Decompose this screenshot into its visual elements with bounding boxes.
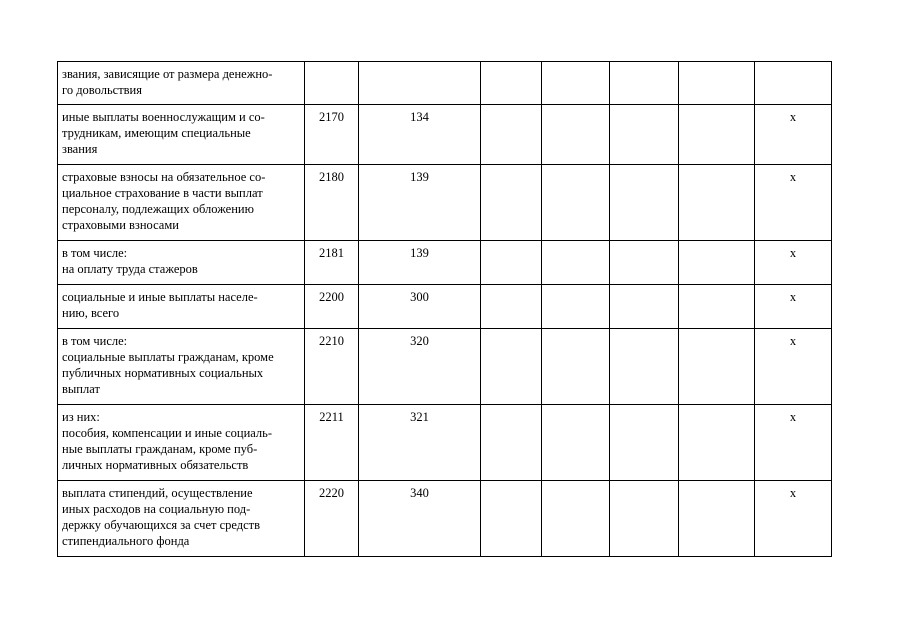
empty-cell (481, 62, 542, 105)
empty-cell (542, 329, 610, 405)
empty-cell (679, 105, 755, 165)
row-kosgu: 139 (359, 165, 481, 241)
empty-cell (481, 329, 542, 405)
row-label: звания, зависящие от размера денежно- го довольствия (58, 62, 305, 105)
empty-cell (610, 481, 679, 557)
row-mark (755, 62, 832, 105)
row-label: выплата стипендий, осуществление иных расходов на социальную под- держку обучающихся за счет средств стипендиального фонда (58, 481, 305, 557)
empty-cell (679, 285, 755, 329)
empty-cell (610, 241, 679, 285)
empty-cell (610, 285, 679, 329)
table-row (58, 105, 832, 165)
empty-cell (542, 405, 610, 481)
row-mark: x (755, 329, 832, 405)
empty-cell (679, 329, 755, 405)
empty-cell (610, 329, 679, 405)
row-label: страховые взносы на обязательное со- циальное страхование в части выплат персоналу, подлежащих обложению страховыми взносами (58, 165, 305, 241)
table-body (58, 62, 832, 557)
empty-cell (542, 165, 610, 241)
empty-cell (610, 62, 679, 105)
empty-cell (610, 165, 679, 241)
empty-cell (481, 285, 542, 329)
row-label: в том числе: на оплату труда стажеров (58, 241, 305, 285)
row-mark: x (755, 405, 832, 481)
row-kosgu: 340 (359, 481, 481, 557)
empty-cell (542, 241, 610, 285)
table-row (58, 62, 832, 105)
empty-cell (481, 105, 542, 165)
row-label: социальные и иные выплаты населе- нию, всего (58, 285, 305, 329)
row-code: 2181 (305, 241, 359, 285)
table-row (58, 285, 832, 329)
empty-cell (610, 105, 679, 165)
row-code: 2170 (305, 105, 359, 165)
empty-cell (542, 285, 610, 329)
empty-cell (481, 165, 542, 241)
empty-cell (542, 481, 610, 557)
budget-table (57, 61, 832, 557)
row-mark: x (755, 481, 832, 557)
row-code: 2211 (305, 405, 359, 481)
row-kosgu: 300 (359, 285, 481, 329)
table-row (58, 165, 832, 241)
row-mark: x (755, 285, 832, 329)
empty-cell (679, 165, 755, 241)
row-label: в том числе: социальные выплаты гражданам, кроме публичных нормативных социальных выплат (58, 329, 305, 405)
empty-cell (679, 62, 755, 105)
row-code: 2210 (305, 329, 359, 405)
row-code: 2180 (305, 165, 359, 241)
row-mark: x (755, 105, 832, 165)
row-label: из них: пособия, компенсации и иные социаль- ные выплаты гражданам, кроме пуб- личных нормативных обязательств (58, 405, 305, 481)
empty-cell (610, 405, 679, 481)
table-row (58, 241, 832, 285)
row-kosgu: 321 (359, 405, 481, 481)
row-mark: x (755, 241, 832, 285)
empty-cell (481, 481, 542, 557)
empty-cell (481, 405, 542, 481)
empty-cell (542, 105, 610, 165)
row-kosgu: 139 (359, 241, 481, 285)
row-code: 2220 (305, 481, 359, 557)
table-row (58, 405, 832, 481)
row-kosgu: 320 (359, 329, 481, 405)
table-row (58, 329, 832, 405)
empty-cell (542, 62, 610, 105)
empty-cell (679, 405, 755, 481)
table-row (58, 481, 832, 557)
row-label: иные выплаты военнослужащим и со- трудникам, имеющим специальные звания (58, 105, 305, 165)
empty-cell (679, 481, 755, 557)
row-code (305, 62, 359, 105)
row-code: 2200 (305, 285, 359, 329)
row-kosgu: 134 (359, 105, 481, 165)
empty-cell (481, 241, 542, 285)
empty-cell (679, 241, 755, 285)
row-kosgu (359, 62, 481, 105)
row-mark: x (755, 165, 832, 241)
